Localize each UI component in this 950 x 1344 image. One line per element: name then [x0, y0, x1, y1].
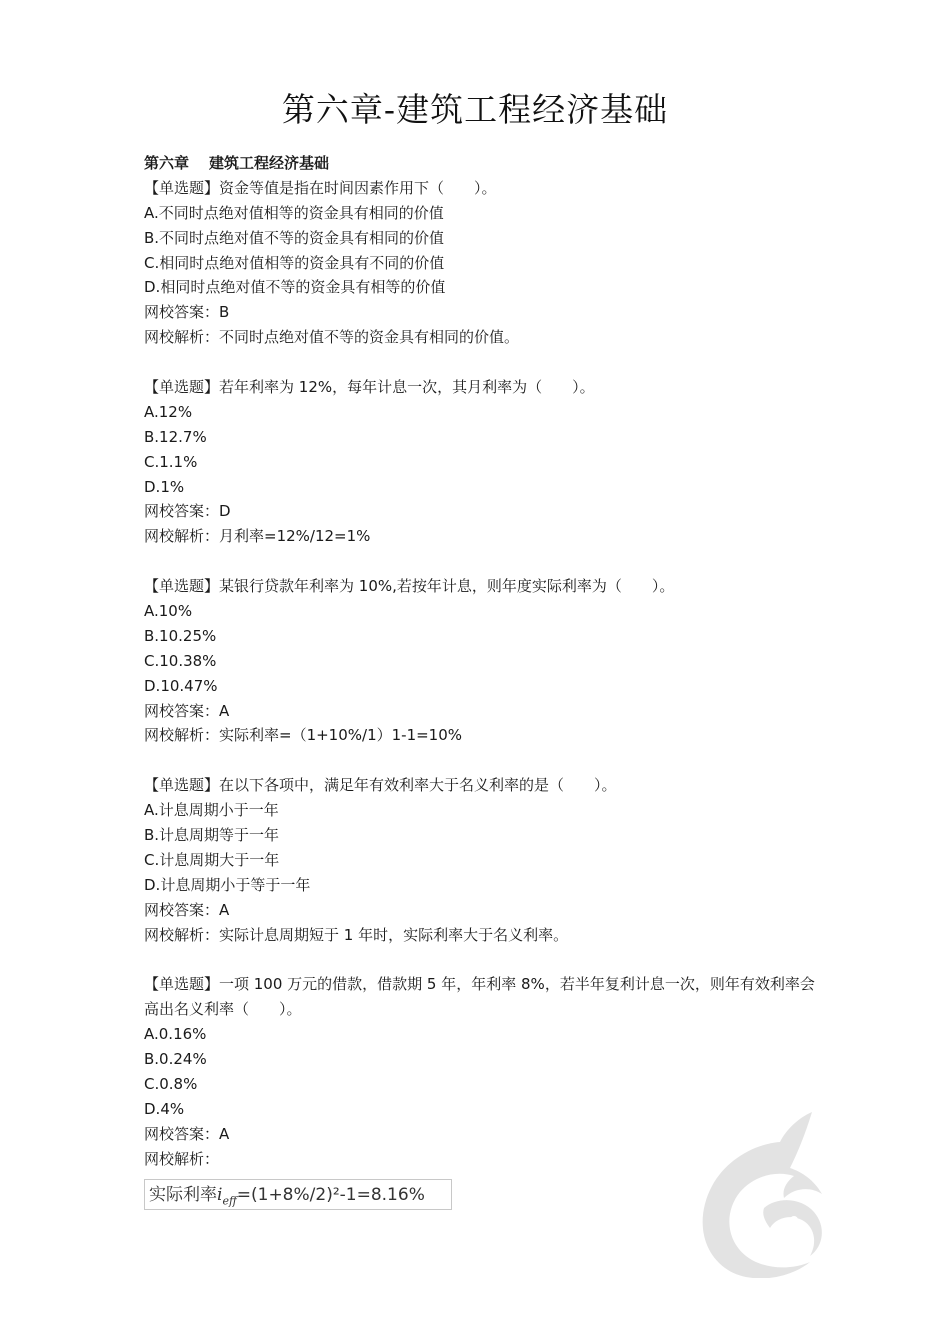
option-d: D.4% — [144, 1099, 185, 1118]
formula-subscript: eff — [222, 1193, 237, 1207]
option-c: C.10.38% — [144, 651, 217, 670]
question-stem: 【单选题】一项 100 万元的借款，借款期 5 年，年利率 8%，若半年复利计息一次，则年有效利率会高出名义利率（ ）。 — [144, 975, 815, 1019]
analysis: 网校解析：实际利率=（1+10%/1）1-1=10% — [144, 726, 463, 745]
analysis: 网校解析：月利率=12%/12=1% — [144, 527, 371, 546]
formula-label: 实际利率 — [149, 1184, 217, 1205]
question-2 — [144, 375, 824, 549]
option-b: B.0.24% — [144, 1050, 207, 1069]
question-4 — [144, 773, 824, 947]
question-stem: 【单选题】若年利率为 12%，每年计息一次，其月利率为（ ）。 — [144, 378, 595, 397]
option-d: D.相同时点绝对值不等的资金具有相等的价值 — [144, 278, 446, 297]
option-a: A.0.16% — [144, 1025, 207, 1044]
chapter-number: 第六章 — [144, 154, 190, 172]
option-a: A.12% — [144, 402, 193, 421]
formula-image — [144, 1179, 452, 1210]
page-title: 第六章-建筑工程经济基础 — [281, 90, 669, 129]
option-c: C.计息周期大于一年 — [144, 850, 280, 869]
option-d: D.1% — [144, 477, 185, 496]
formula-expression: =(1+8%/2)²-1=8.16% — [236, 1184, 425, 1205]
option-b: B.12.7% — [144, 427, 207, 446]
analysis: 网校解析：不同时点绝对值不等的资金具有相同的价值。 — [144, 328, 520, 347]
option-a: A.不同时点绝对值相等的资金具有相同的价值 — [144, 203, 444, 222]
question-stem: 【单选题】在以下各项中，满足年有效利率大于名义利率的是（ ）。 — [144, 776, 617, 795]
option-c: C.0.8% — [144, 1074, 198, 1093]
analysis: 网校解析： — [144, 1149, 220, 1168]
formula-symbol: i — [217, 1184, 223, 1205]
analysis: 网校解析：实际计息周期短于 1 年时，实际利率大于名义利率。 — [144, 925, 569, 944]
chapter-name: 建筑工程经济基础 — [209, 154, 330, 172]
question-stem: 【单选题】某银行贷款年利率为 10%,若按年计息，则年度实际利率为（ ）。 — [144, 577, 675, 596]
question-stem: 【单选题】资金等值是指在时间因素作用下（ ）。 — [144, 178, 497, 197]
answer: 网校答案：B — [144, 303, 230, 322]
option-d: D.10.47% — [144, 676, 218, 695]
answer: 网校答案：A — [144, 701, 230, 720]
option-c: C.相同时点绝对值相等的资金具有不同的价值 — [144, 253, 445, 272]
answer: 网校答案：A — [144, 900, 230, 919]
question-3 — [144, 574, 824, 748]
chapter-heading — [144, 151, 824, 176]
dolphin-logo-icon — [694, 1108, 844, 1278]
answer: 网校答案：D — [144, 502, 231, 521]
question-1 — [144, 176, 824, 350]
option-a: A.10% — [144, 602, 193, 621]
answer: 网校答案：A — [144, 1124, 230, 1143]
option-d: D.计息周期小于等于一年 — [144, 875, 311, 894]
option-b: B.10.25% — [144, 626, 217, 645]
option-c: C.1.1% — [144, 452, 198, 471]
option-a: A.计息周期小于一年 — [144, 801, 279, 820]
option-b: B.计息周期等于一年 — [144, 826, 280, 845]
document-body — [144, 151, 824, 1210]
option-b: B.不同时点绝对值不等的资金具有相同的价值 — [144, 228, 445, 247]
